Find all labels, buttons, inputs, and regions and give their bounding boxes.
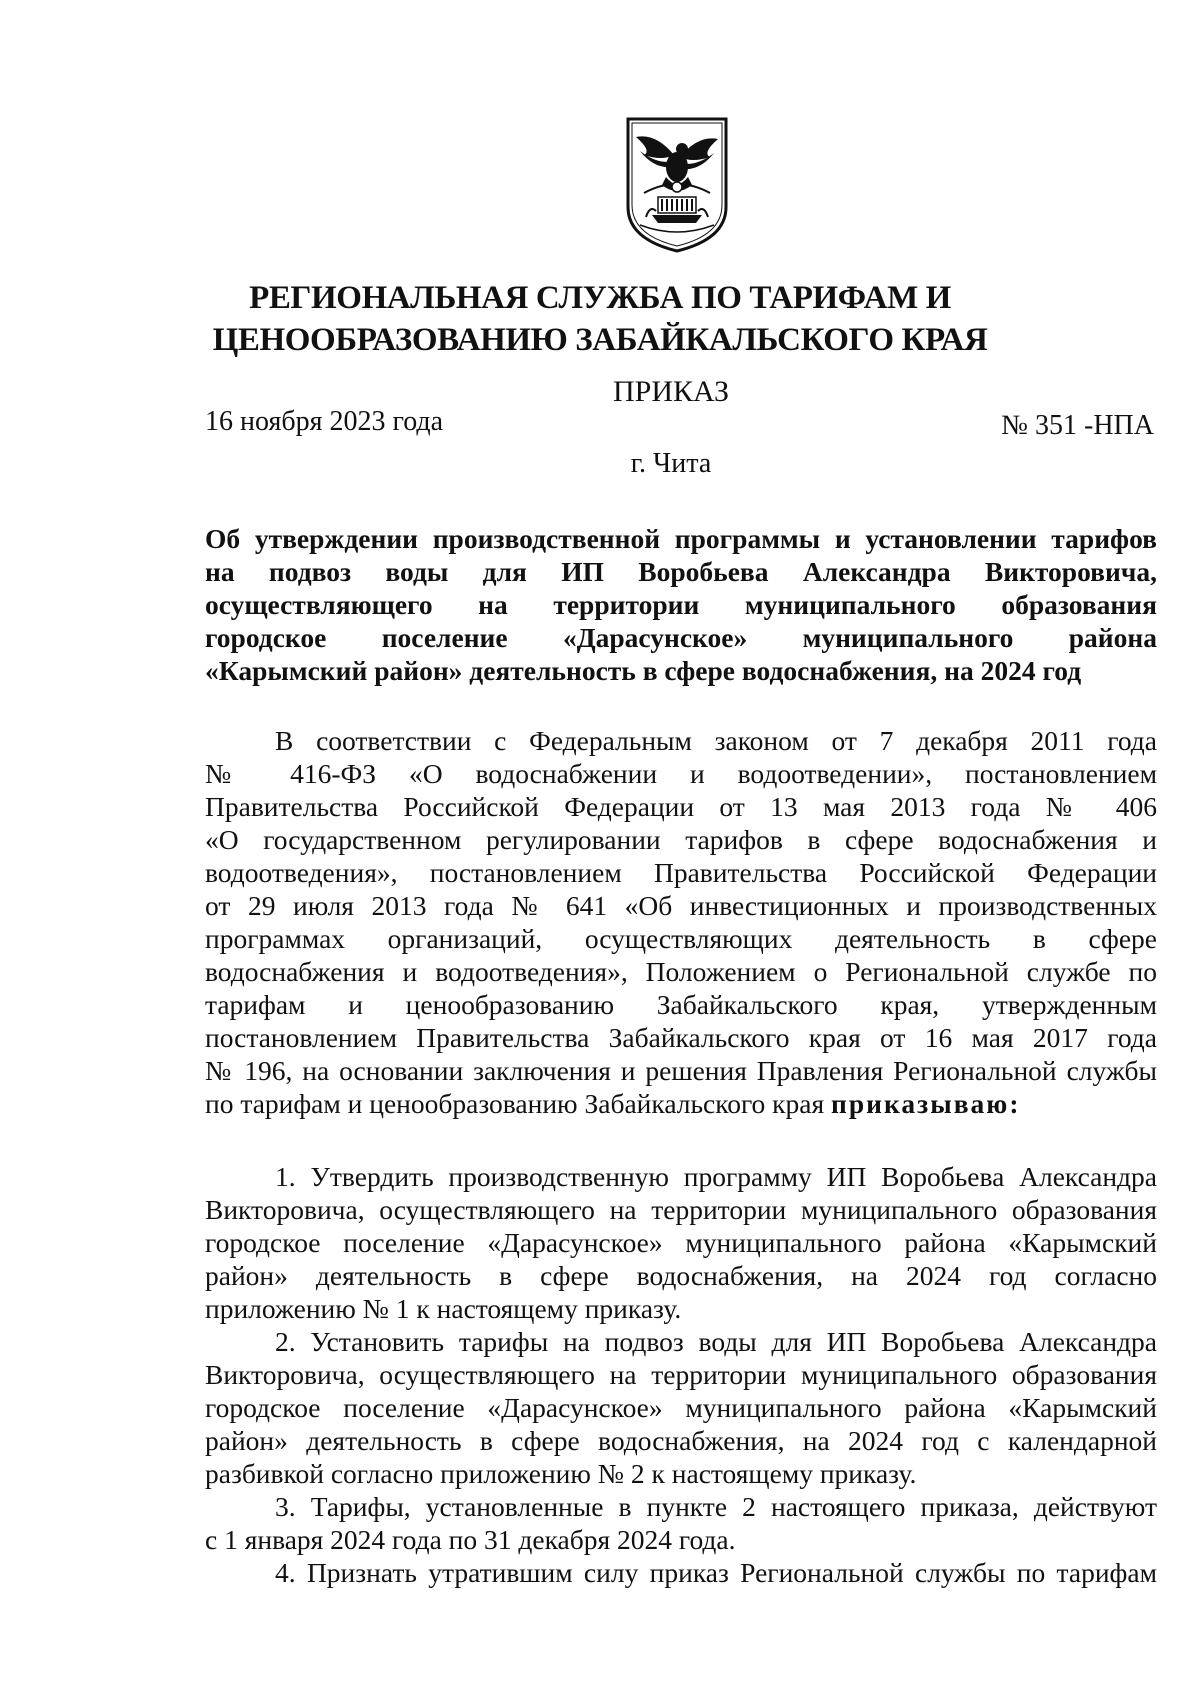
subject-line: «Карымский район» деятельность в сфере водоснабжения, на 2024 год	[205, 655, 1082, 686]
preamble-line: от 29 июля 2013 года № 641 «Об инвестиционных и производственных	[205, 890, 1157, 921]
order-item	[205, 1160, 1157, 1325]
preamble-line: тарифам и ценообразованию Забайкальского края, утвержденным	[205, 989, 1157, 1020]
order-items	[205, 1160, 1157, 1589]
item-line: городское поселение «Дарасунское» муниципального района «Карымский	[205, 1392, 1157, 1423]
preamble-line: № 416-ФЗ «О водоснабжении и водоотведении», постановлением	[205, 758, 1157, 789]
organization-name-line: РЕГИОНАЛЬНАЯ СЛУЖБА ПО ТАРИФАМ И	[249, 280, 951, 316]
item-line: приложению № 1 к настоящему приказу.	[205, 1293, 682, 1324]
order-subject	[205, 522, 1157, 687]
item-line: разбивкой согласно приложению № 2 к настоящему приказу.	[205, 1458, 917, 1489]
item-line: 2. Установить тарифы на подвоз воды для ИП Воробьева Александра	[275, 1326, 1157, 1357]
document-type: ПРИКАЗ	[613, 375, 729, 408]
preamble-line: «О государственном регулировании тарифов в сфере водоснабжения и	[205, 824, 1157, 855]
item-line: Викторовича, осуществляющего на территории муниципального образования	[205, 1194, 1157, 1225]
preamble-paragraph	[205, 724, 1157, 1120]
subject-line: Об утверждении производственной программы и установлении тарифов	[205, 523, 1157, 554]
item-line: 1. Утвердить производственную программу ИП Воробьева Александра	[275, 1161, 1157, 1192]
preamble-line	[205, 1087, 1157, 1120]
order-item	[205, 1556, 1157, 1589]
item-line: 3. Тарифы, установленные в пункте 2 настоящего приказа, действуют	[275, 1491, 1157, 1522]
preamble-line: № 196, на основании заключения и решения Правления Региональной службы	[205, 1055, 1157, 1086]
preamble-line: программах организаций, осуществляющих деятельность в сфере	[205, 923, 1157, 954]
document-city: г. Чита	[630, 448, 712, 479]
coat-of-arms-icon	[622, 115, 732, 255]
subject-line: на подвоз воды для ИП Воробьева Александра Викторовича,	[205, 556, 1157, 587]
item-line: с 1 января 2024 года по 31 декабря 2024 года.	[205, 1524, 736, 1555]
subject-line: городское поселение «Дарасунское» муниципального района	[205, 622, 1157, 653]
item-line: 4. Признать утратившим силу приказ Региональной службы по тарифам	[275, 1557, 1157, 1588]
item-line: район» деятельность в сфере водоснабжения, на 2024 год с календарной	[205, 1425, 1157, 1456]
subject-line: осуществляющего на территории муниципального образования	[205, 589, 1157, 620]
item-line: район» деятельность в сфере водоснабжения, на 2024 год согласно	[205, 1260, 1157, 1291]
preamble-line: В соответствии с Федеральным законом от 7 декабря 2011 года	[275, 725, 1157, 756]
organization-name-line: ЦЕНООБРАЗОВАНИЮ ЗАБАЙКАЛЬСКОГО КРАЯ	[212, 322, 988, 358]
item-line: Викторовича, осуществляющего на территории муниципального образования	[205, 1359, 1157, 1390]
preamble-line: водоснабжения и водоотведения», Положением о Региональной службе по	[205, 956, 1157, 987]
order-item	[205, 1490, 1157, 1556]
preamble-last-text: по тарифам и ценообразованию Забайкальского края	[205, 1088, 825, 1119]
document-number: № 351 -НПА	[1001, 410, 1154, 441]
document-date: 16 ноября 2023 года	[205, 406, 444, 437]
organization-name	[0, 277, 1200, 361]
item-line: городское поселение «Дарасунское» муниципального района «Карымский	[205, 1227, 1157, 1258]
preamble-line: постановлением Правительства Забайкальского края от 16 мая 2017 года	[205, 1022, 1157, 1053]
preamble-line: Правительства Российской Федерации от 13 мая 2013 года № 406	[205, 791, 1157, 822]
preamble-line: водоотведения», постановлением Правительства Российской Федерации	[205, 857, 1157, 888]
order-verb: приказываю:	[831, 1088, 1021, 1119]
order-item	[205, 1325, 1157, 1490]
